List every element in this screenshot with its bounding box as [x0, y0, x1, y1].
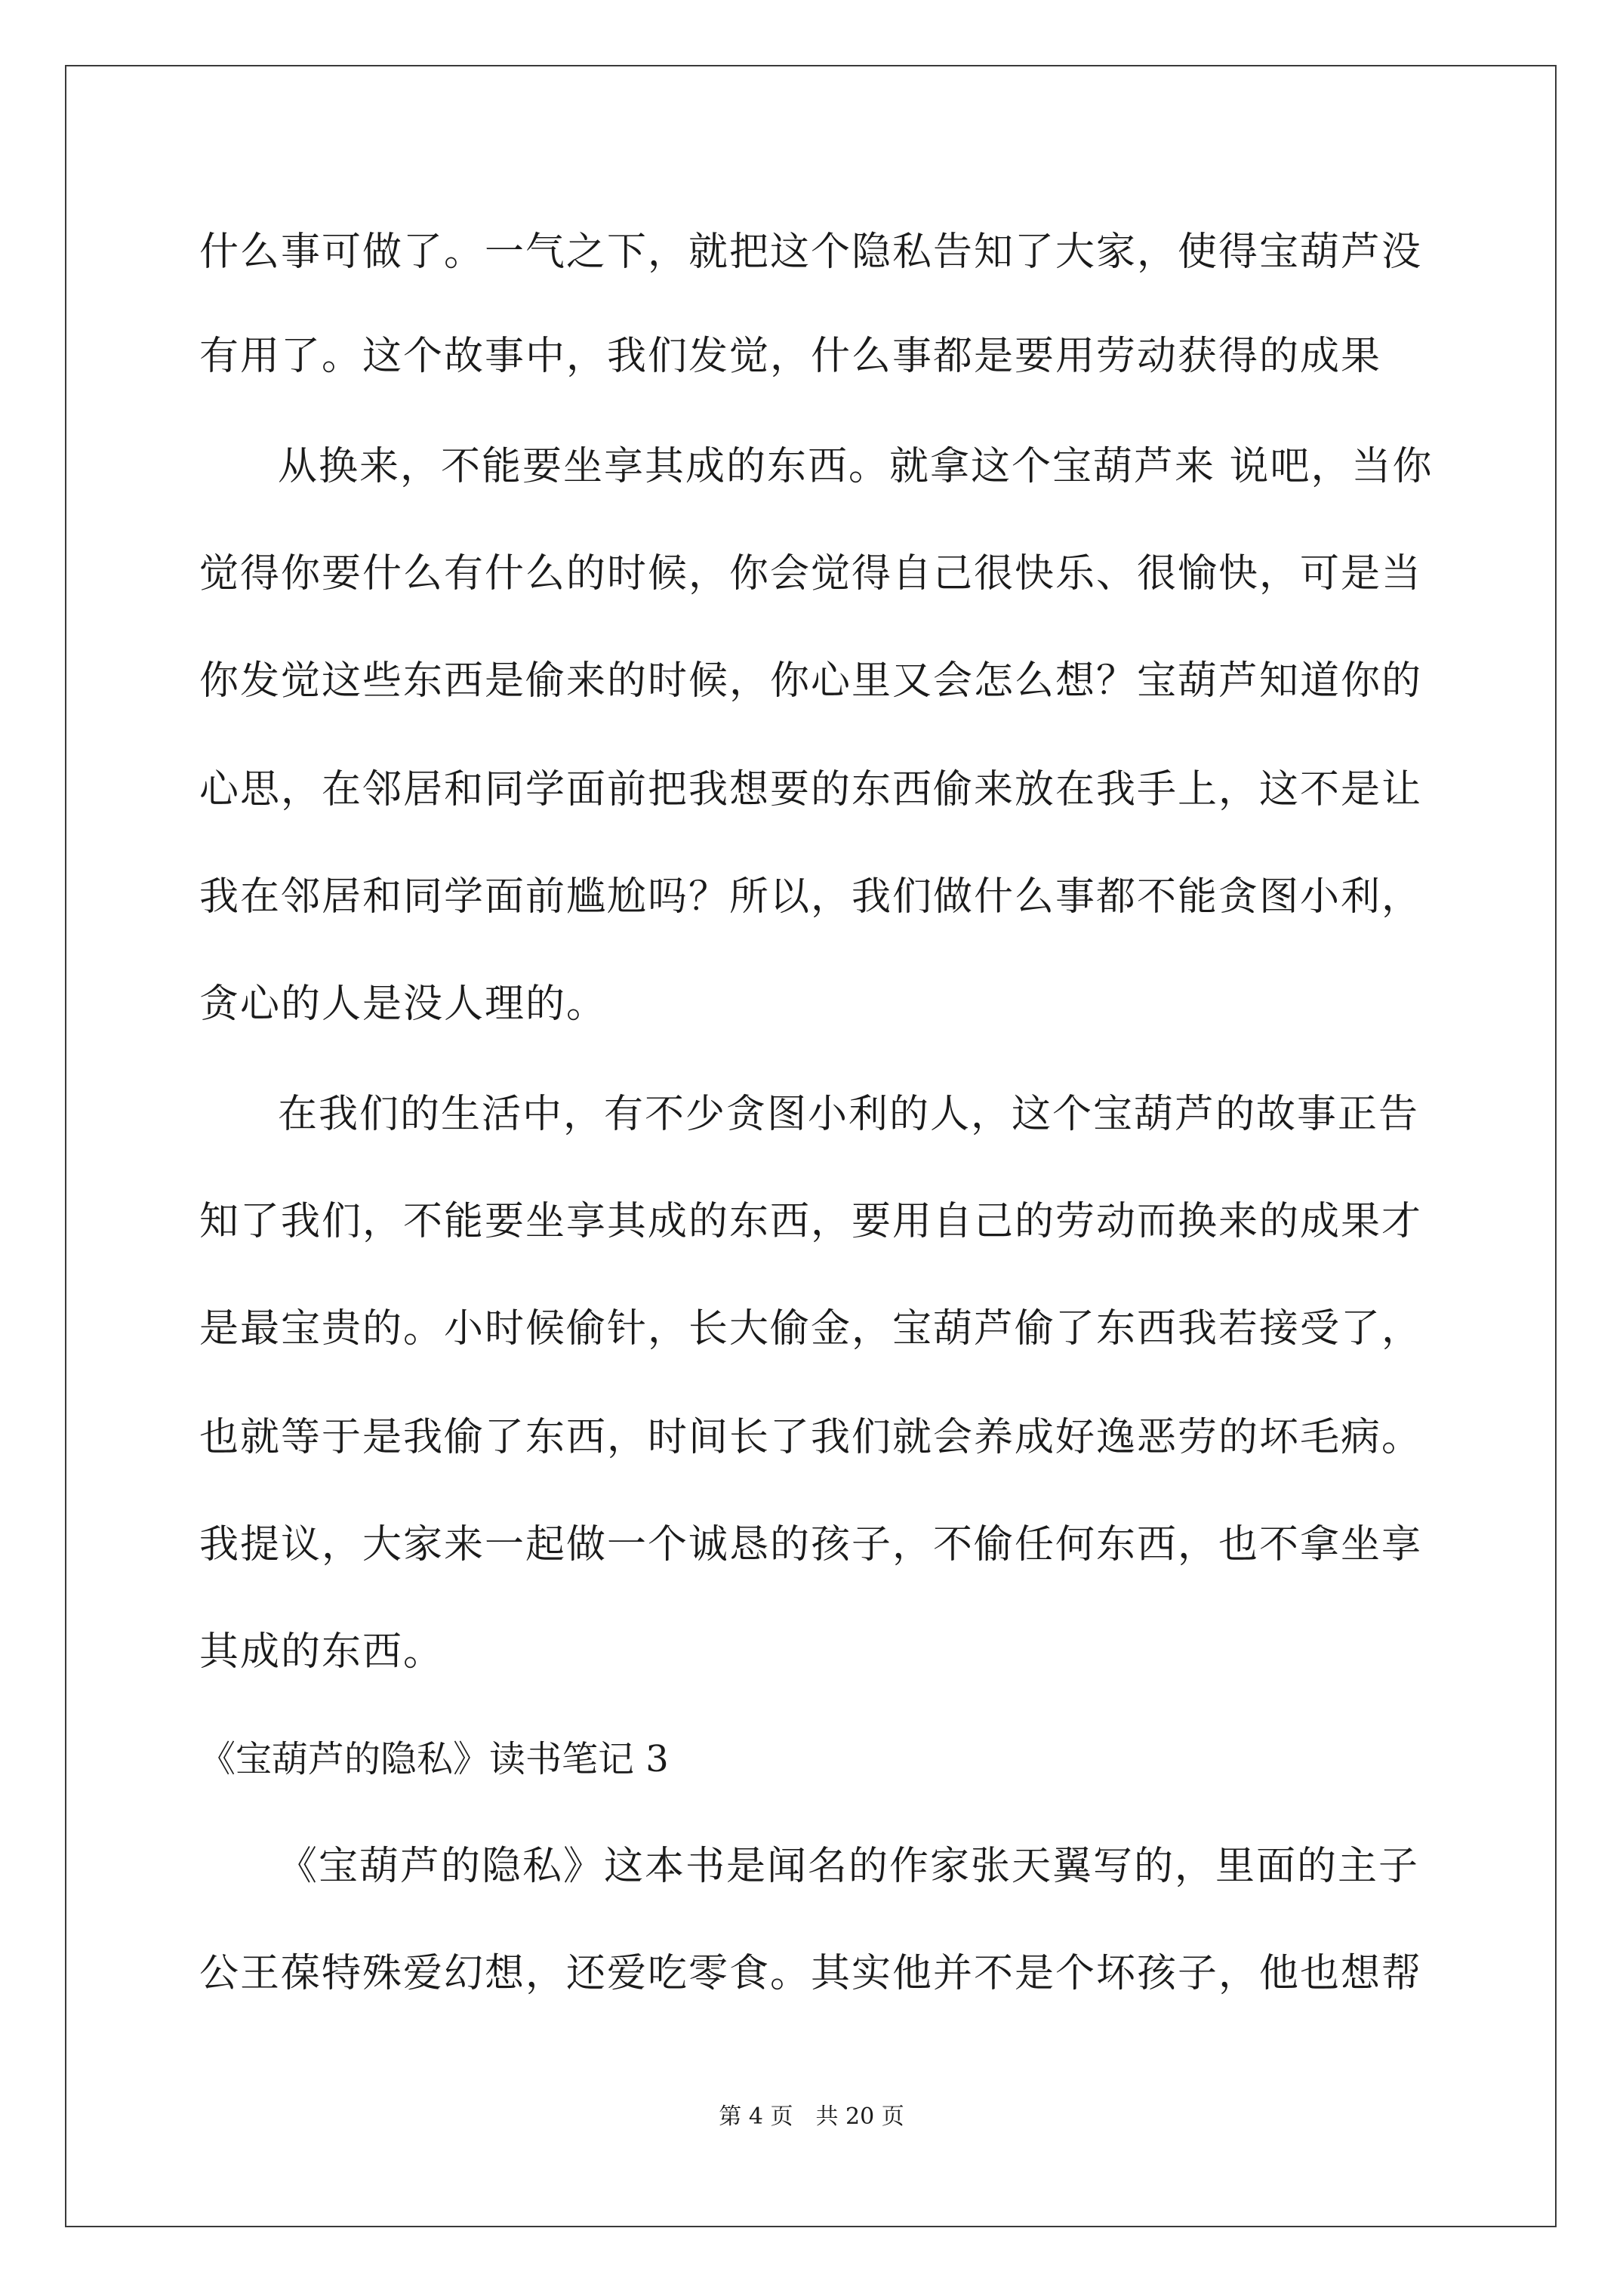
- text-line: 我提议，大家来一起做一个诚恳的孩子，不偷任何东西，也不拿坐享: [199, 1522, 1423, 1567]
- text-line: 什么事可做了。一气之下，就把这个隐私告知了大家，使得宝葫芦没: [199, 230, 1423, 275]
- text-line: 其成的东西。: [199, 1629, 445, 1675]
- page-footer: 第 4 页 共 20 页: [719, 2103, 904, 2130]
- text-line: 贪心的人是没人理的。: [199, 982, 608, 1027]
- text-line: 是最宝贵的。小时候偷针，长大偷金，宝葫芦偷了东西我若接受了，: [199, 1306, 1423, 1351]
- text-line: 你发觉这些东西是偷来的时候，你心里又会怎么想？宝葫芦知道你的: [199, 658, 1423, 704]
- text-line: 也就等于是我偷了东西，时间长了我们就会养成好逸恶劳的坏毛病。: [199, 1415, 1423, 1460]
- text-line: 在我们的生活中，有不少贪图小利的人，这个宝葫芦的故事正告: [278, 1092, 1420, 1137]
- text-line: 从换来，不能要坐享其成的东西。就拿这个宝葫芦来 说吧，当你: [278, 444, 1434, 489]
- text-line: 公王葆特殊爱幻想，还爱吃零食。其实他并不是个坏孩子，他也想帮: [199, 1951, 1423, 1996]
- text-line: 知了我们，不能要坐享其成的东西，要用自己的劳动而换来的成果才: [199, 1199, 1423, 1244]
- page-frame: [65, 65, 1557, 2227]
- text-line: 《宝葫芦的隐私》这本书是闻名的作家张天翼写的，里面的主子: [278, 1844, 1420, 1889]
- text-line: 我在邻居和同学面前尴尬吗？所以，我们做什么事都不能贪图小利，: [199, 874, 1423, 920]
- section-heading: 《宝葫芦的隐私》读书笔记 3: [199, 1738, 669, 1780]
- text-line: 有用了。这个故事中，我们发觉，什么事都是要用劳动获得的成果: [199, 334, 1382, 379]
- text-line: 心思，在邻居和同学面前把我想要的东西偷来放在我手上，这不是让: [199, 767, 1423, 812]
- text-line: 觉得你要什么有什么的时候，你会觉得自己很快乐、很愉快，可是当: [199, 551, 1423, 596]
